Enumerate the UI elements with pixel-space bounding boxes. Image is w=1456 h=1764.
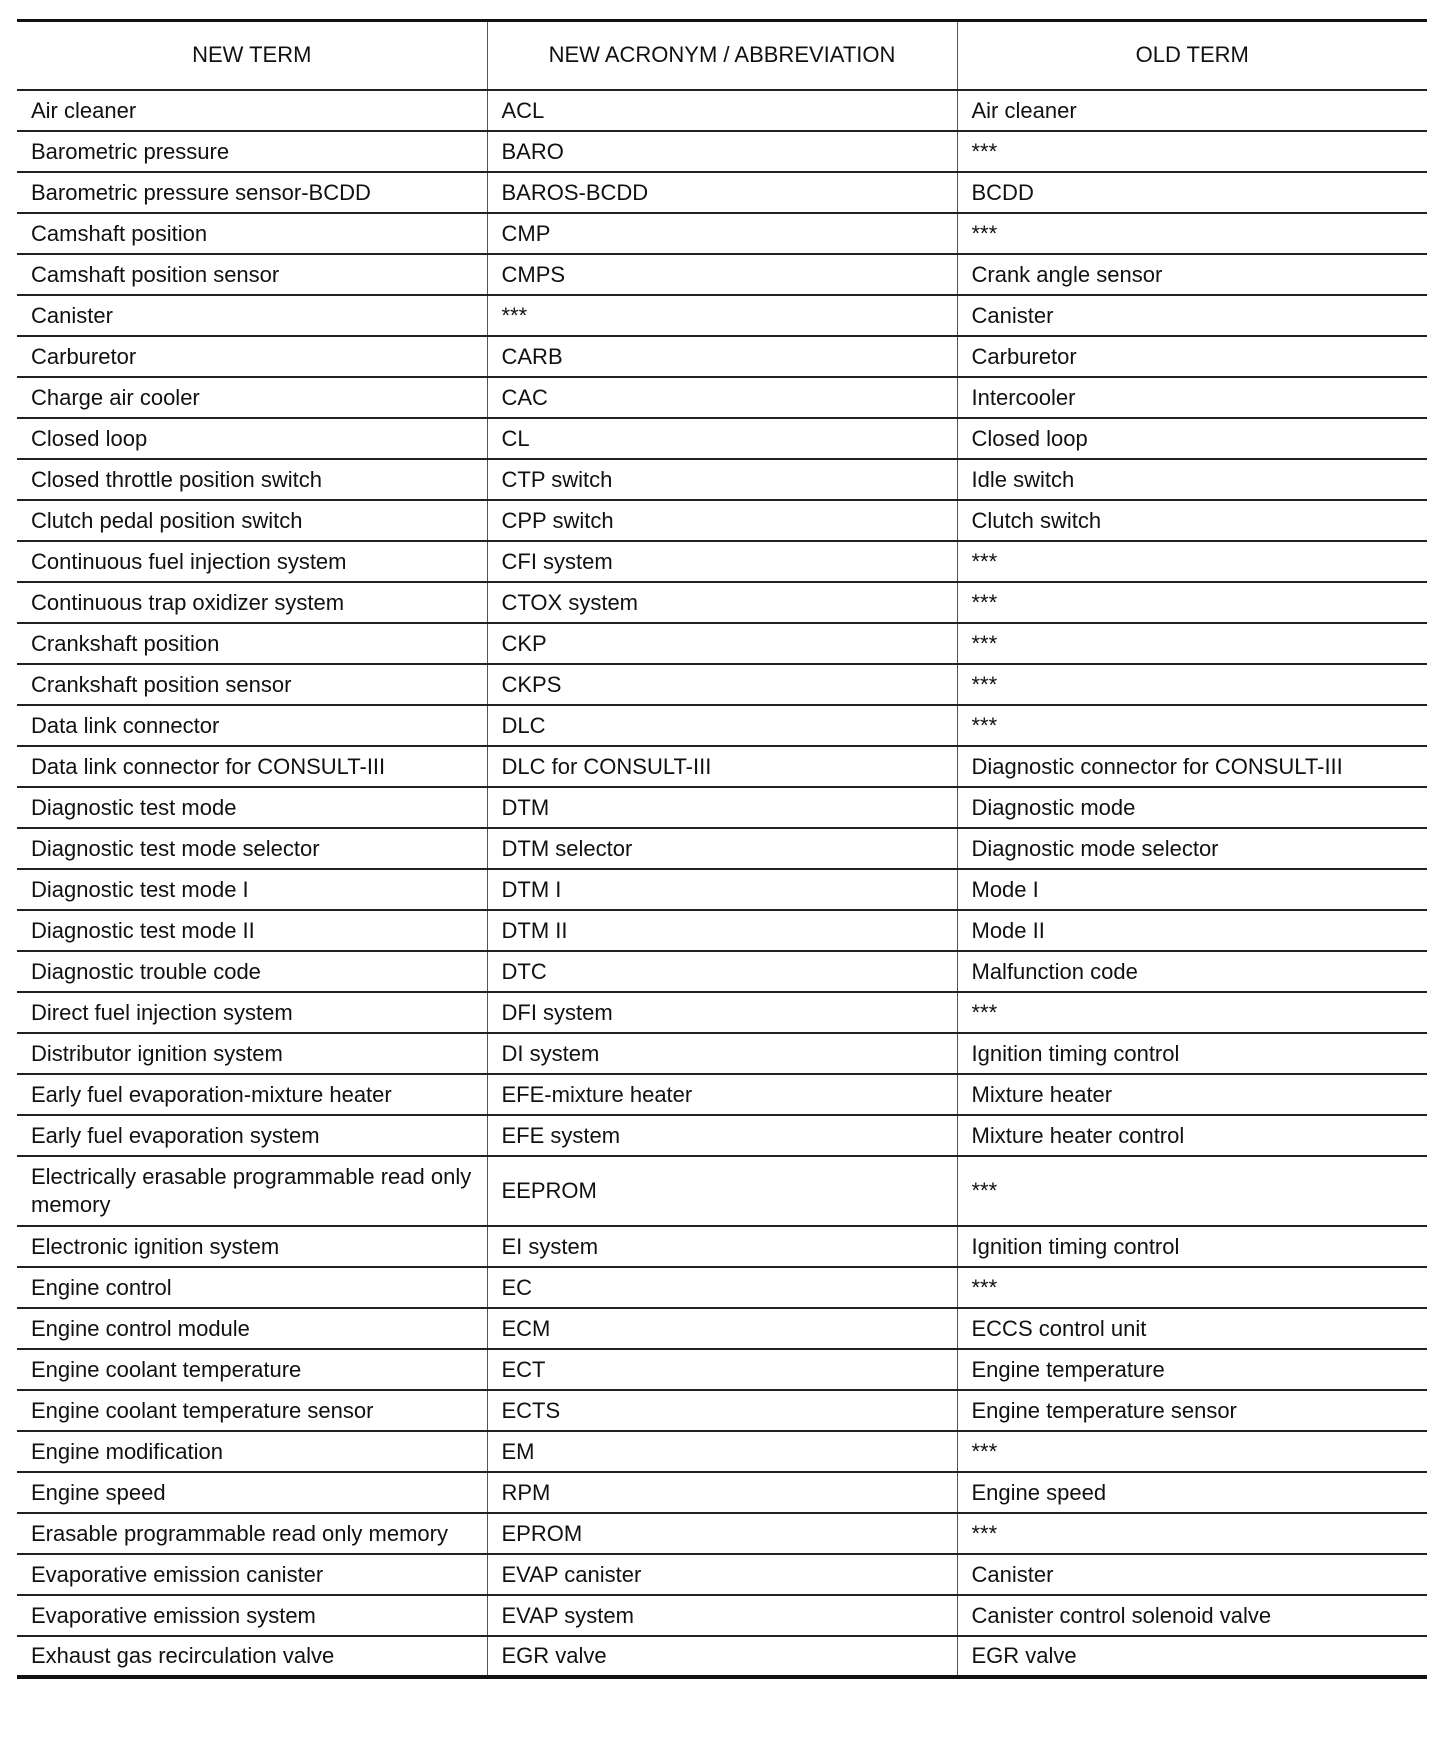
cell-new-term: Continuous trap oxidizer system — [17, 582, 487, 623]
table-row — [17, 1472, 1427, 1513]
table-row — [17, 90, 1427, 131]
cell-new-acronym: DTM I — [487, 869, 957, 910]
table-row — [17, 582, 1427, 623]
cell-new-acronym: EC — [487, 1267, 957, 1308]
cell-new-acronym: EPROM — [487, 1513, 957, 1554]
cell-new-term: Carburetor — [17, 336, 487, 377]
cell-new-acronym: EFE system — [487, 1115, 957, 1156]
cell-new-acronym: RPM — [487, 1472, 957, 1513]
cell-old-term: Canister control solenoid valve — [957, 1595, 1427, 1636]
cell-new-acronym: CTOX system — [487, 582, 957, 623]
cell-new-term: Erasable programmable read only memory — [17, 1513, 487, 1554]
cell-old-term: Canister — [957, 1554, 1427, 1595]
cell-new-acronym: EFE-mixture heater — [487, 1074, 957, 1115]
cell-new-term: Crankshaft position sensor — [17, 664, 487, 705]
table-row — [17, 500, 1427, 541]
cell-new-term: Camshaft position — [17, 213, 487, 254]
cell-new-term: Engine coolant temperature — [17, 1349, 487, 1390]
cell-new-term: Diagnostic test mode — [17, 787, 487, 828]
cell-old-term: Mixture heater — [957, 1074, 1427, 1115]
cell-new-acronym: CMP — [487, 213, 957, 254]
cell-new-term: Continuous fuel injection system — [17, 541, 487, 582]
table-row — [17, 1349, 1427, 1390]
cell-old-term: Diagnostic mode — [957, 787, 1427, 828]
cell-old-term: Canister — [957, 295, 1427, 336]
cell-old-term: *** — [957, 705, 1427, 746]
table-row — [17, 1156, 1427, 1226]
cell-new-term: Distributor ignition system — [17, 1033, 487, 1074]
table-row — [17, 1267, 1427, 1308]
table-row — [17, 377, 1427, 418]
cell-new-term: Clutch pedal position switch — [17, 500, 487, 541]
cell-new-term: Engine control module — [17, 1308, 487, 1349]
table-row — [17, 1513, 1427, 1554]
table-row — [17, 787, 1427, 828]
cell-old-term: Intercooler — [957, 377, 1427, 418]
cell-new-acronym: DTC — [487, 951, 957, 992]
cell-new-term: Engine modification — [17, 1431, 487, 1472]
cell-new-acronym: BARO — [487, 131, 957, 172]
cell-new-acronym: EI system — [487, 1226, 957, 1267]
cell-new-term: Electronic ignition system — [17, 1226, 487, 1267]
cell-new-acronym: DI system — [487, 1033, 957, 1074]
cell-new-term: Barometric pressure — [17, 131, 487, 172]
cell-new-term: Early fuel evaporation-mixture heater — [17, 1074, 487, 1115]
cell-new-term: Data link connector for CONSULT-III — [17, 746, 487, 787]
table-row — [17, 1074, 1427, 1115]
header-new-acronym: NEW ACRONYM / ABBREVIATION — [487, 21, 957, 90]
table-row — [17, 1390, 1427, 1431]
cell-old-term: Diagnostic mode selector — [957, 828, 1427, 869]
cell-new-term: Direct fuel injection system — [17, 992, 487, 1033]
cell-new-acronym: DTM selector — [487, 828, 957, 869]
cell-new-term: Exhaust gas recirculation valve — [17, 1636, 487, 1677]
table-row — [17, 1308, 1427, 1349]
terminology-table — [17, 19, 1427, 1679]
table-row — [17, 418, 1427, 459]
cell-old-term: *** — [957, 131, 1427, 172]
table-row — [17, 664, 1427, 705]
cell-new-acronym: EM — [487, 1431, 957, 1472]
table-row — [17, 910, 1427, 951]
table-row — [17, 459, 1427, 500]
cell-new-acronym: ECT — [487, 1349, 957, 1390]
table-row — [17, 1595, 1427, 1636]
cell-new-acronym: CARB — [487, 336, 957, 377]
cell-old-term: *** — [957, 1431, 1427, 1472]
cell-new-acronym: CPP switch — [487, 500, 957, 541]
cell-new-term: Camshaft position sensor — [17, 254, 487, 295]
cell-old-term: *** — [957, 582, 1427, 623]
cell-new-term: Crankshaft position — [17, 623, 487, 664]
cell-new-term: Evaporative emission canister — [17, 1554, 487, 1595]
cell-old-term: *** — [957, 992, 1427, 1033]
cell-new-term: Diagnostic test mode I — [17, 869, 487, 910]
cell-old-term: Mode II — [957, 910, 1427, 951]
header-row — [17, 21, 1427, 90]
cell-new-acronym: BAROS-BCDD — [487, 172, 957, 213]
cell-new-term: Diagnostic test mode selector — [17, 828, 487, 869]
cell-old-term: *** — [957, 1267, 1427, 1308]
cell-new-term: Closed loop — [17, 418, 487, 459]
table-row — [17, 213, 1427, 254]
cell-new-term: Air cleaner — [17, 90, 487, 131]
cell-new-acronym: CFI system — [487, 541, 957, 582]
cell-new-acronym: CL — [487, 418, 957, 459]
cell-old-term: *** — [957, 213, 1427, 254]
cell-old-term: Ignition timing control — [957, 1226, 1427, 1267]
table-row — [17, 295, 1427, 336]
cell-new-acronym: CKP — [487, 623, 957, 664]
table-header — [17, 21, 1427, 90]
cell-new-acronym: EEPROM — [487, 1156, 957, 1226]
cell-new-acronym: ECTS — [487, 1390, 957, 1431]
cell-old-term: Mode I — [957, 869, 1427, 910]
cell-old-term: Engine temperature — [957, 1349, 1427, 1390]
cell-old-term: Engine temperature sensor — [957, 1390, 1427, 1431]
cell-old-term: Diagnostic connector for CONSULT-III — [957, 746, 1427, 787]
cell-old-term: Malfunction code — [957, 951, 1427, 992]
table-row — [17, 131, 1427, 172]
cell-old-term: Closed loop — [957, 418, 1427, 459]
table-row — [17, 1226, 1427, 1267]
table-row — [17, 992, 1427, 1033]
cell-new-acronym: CKPS — [487, 664, 957, 705]
cell-old-term: Mixture heater control — [957, 1115, 1427, 1156]
cell-new-term: Engine coolant temperature sensor — [17, 1390, 487, 1431]
table-row — [17, 172, 1427, 213]
table-row — [17, 254, 1427, 295]
table-row — [17, 1033, 1427, 1074]
cell-new-acronym: DTM — [487, 787, 957, 828]
cell-new-term: Early fuel evaporation system — [17, 1115, 487, 1156]
cell-new-term: Closed throttle position switch — [17, 459, 487, 500]
cell-old-term: *** — [957, 623, 1427, 664]
table-body — [17, 90, 1427, 1677]
table-row — [17, 869, 1427, 910]
table-row — [17, 828, 1427, 869]
cell-new-acronym: DLC — [487, 705, 957, 746]
cell-new-term: Data link connector — [17, 705, 487, 746]
cell-new-term: Charge air cooler — [17, 377, 487, 418]
cell-new-acronym: DTM II — [487, 910, 957, 951]
header-new-term: NEW TERM — [17, 21, 487, 90]
cell-old-term: Carburetor — [957, 336, 1427, 377]
cell-new-term: Diagnostic test mode II — [17, 910, 487, 951]
table-row — [17, 746, 1427, 787]
cell-new-acronym: CMPS — [487, 254, 957, 295]
cell-old-term: *** — [957, 541, 1427, 582]
cell-old-term: Air cleaner — [957, 90, 1427, 131]
cell-new-acronym: DLC for CONSULT-III — [487, 746, 957, 787]
cell-new-acronym: CTP switch — [487, 459, 957, 500]
cell-old-term: Clutch switch — [957, 500, 1427, 541]
cell-new-acronym: EVAP system — [487, 1595, 957, 1636]
cell-old-term: *** — [957, 664, 1427, 705]
cell-new-term: Engine speed — [17, 1472, 487, 1513]
cell-old-term: BCDD — [957, 172, 1427, 213]
header-old-term: OLD TERM — [957, 21, 1427, 90]
table-row — [17, 623, 1427, 664]
cell-new-acronym: *** — [487, 295, 957, 336]
cell-old-term: *** — [957, 1513, 1427, 1554]
cell-new-term: Electrically erasable programmable read only memory — [17, 1156, 487, 1226]
cell-new-acronym: EGR valve — [487, 1636, 957, 1677]
table-row — [17, 951, 1427, 992]
table-row — [17, 1115, 1427, 1156]
table-row — [17, 336, 1427, 377]
cell-old-term: *** — [957, 1156, 1427, 1226]
table-row — [17, 541, 1427, 582]
cell-new-acronym: DFI system — [487, 992, 957, 1033]
cell-new-acronym: ECM — [487, 1308, 957, 1349]
cell-old-term: EGR valve — [957, 1636, 1427, 1677]
cell-old-term: Crank angle sensor — [957, 254, 1427, 295]
cell-old-term: Ignition timing control — [957, 1033, 1427, 1074]
table-row — [17, 1431, 1427, 1472]
table-row — [17, 705, 1427, 746]
cell-new-acronym: CAC — [487, 377, 957, 418]
cell-new-term: Diagnostic trouble code — [17, 951, 487, 992]
cell-old-term: Idle switch — [957, 459, 1427, 500]
cell-new-acronym: EVAP canister — [487, 1554, 957, 1595]
cell-new-term: Barometric pressure sensor-BCDD — [17, 172, 487, 213]
table-row — [17, 1554, 1427, 1595]
cell-new-acronym: ACL — [487, 90, 957, 131]
cell-new-term: Evaporative emission system — [17, 1595, 487, 1636]
cell-new-term: Canister — [17, 295, 487, 336]
cell-new-term: Engine control — [17, 1267, 487, 1308]
table-row — [17, 1636, 1427, 1677]
cell-old-term: ECCS control unit — [957, 1308, 1427, 1349]
cell-old-term: Engine speed — [957, 1472, 1427, 1513]
